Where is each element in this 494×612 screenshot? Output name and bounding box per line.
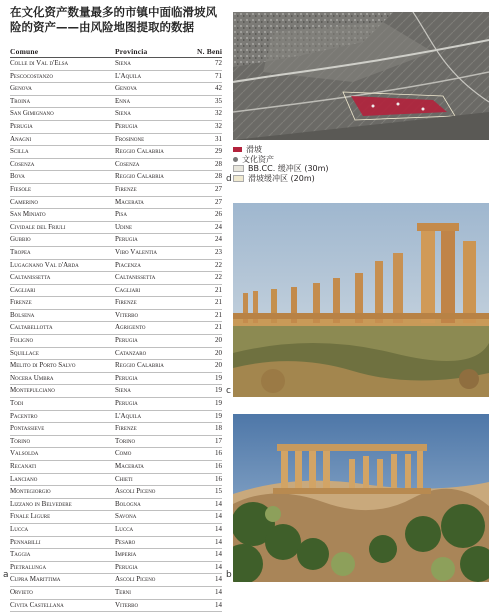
beni-cell: 32 — [215, 109, 222, 118]
provincia-cell: L'Aquila — [115, 71, 142, 80]
table-row — [10, 83, 222, 96]
provincia-cell: Macerata — [115, 462, 144, 470]
table-row — [10, 247, 222, 260]
provincia-cell: Perugia — [115, 373, 138, 382]
comune-cell: Bova — [10, 172, 25, 181]
heritage-table — [10, 46, 222, 612]
beni-cell: 21 — [215, 285, 222, 294]
comune-cell: Firenze — [10, 298, 32, 307]
provincia-cell: Perugia — [115, 121, 138, 130]
comune-cell: Troina — [10, 96, 31, 105]
legend-label-heritage: 文化资产 — [242, 154, 274, 164]
provincia-cell: Terni — [115, 587, 131, 596]
legend-item-heritage — [233, 155, 383, 165]
provincia-cell: Chieti — [115, 474, 133, 483]
table-row — [10, 121, 222, 134]
beni-cell: 21 — [215, 298, 222, 307]
provincia-cell: Como — [115, 449, 132, 458]
comune-cell: Tropea — [10, 247, 31, 256]
beni-cell: 14 — [215, 550, 222, 559]
comune-cell: Valsolda — [10, 449, 39, 458]
comune-cell: Finale Ligure — [10, 512, 51, 521]
comune-cell: Lugagnano Val d'Arda — [10, 260, 79, 269]
comune-cell: Caltabellotta — [10, 323, 53, 332]
beni-cell: 14 — [215, 562, 222, 571]
table-row — [10, 234, 222, 247]
beni-cell: 28 — [215, 172, 222, 181]
table-row — [10, 423, 222, 436]
table-row — [10, 411, 222, 424]
comune-cell: Scilla — [10, 147, 29, 156]
provincia-cell: Piacenza — [115, 260, 141, 269]
beni-cell: 19 — [215, 411, 222, 420]
table-row — [10, 335, 222, 348]
beni-cell: 14 — [215, 575, 222, 584]
beni-cell: 16 — [215, 474, 222, 483]
legend-label-landslide: 滑坡 — [246, 145, 262, 154]
provincia-cell: Firenze — [115, 298, 137, 307]
provincia-cell: Torino — [115, 436, 136, 445]
provincia-cell: Siena — [115, 109, 131, 118]
header-beni: N. Beni — [197, 47, 223, 56]
table-row — [10, 285, 222, 298]
comune-cell: San Gimignano — [10, 109, 54, 118]
table-row — [10, 96, 222, 109]
comune-cell: Pietralunga — [10, 562, 47, 571]
table-row — [10, 260, 222, 273]
legend-item-landslide-buffer — [233, 174, 383, 184]
comune-cell: Cagliari — [10, 285, 36, 294]
temple-ruins-photo-c — [233, 203, 489, 397]
table-row — [10, 486, 222, 499]
landslide-risk-map — [233, 12, 489, 140]
beni-cell: 24 — [215, 235, 222, 244]
comune-cell: Todi — [10, 399, 24, 408]
header-provincia: Provincia — [115, 47, 148, 56]
provincia-cell: Ascoli Piceno — [115, 575, 156, 584]
beni-cell: 20 — [215, 336, 222, 345]
beni-cell: 28 — [215, 159, 222, 168]
beni-cell: 19 — [215, 373, 222, 382]
provincia-cell: Bologna — [115, 499, 141, 508]
table-row — [10, 134, 222, 147]
table-row — [10, 587, 222, 600]
beni-cell: 71 — [215, 71, 222, 80]
comune-cell: Taggia — [10, 550, 31, 559]
comune-cell: Cupra Marittima — [10, 575, 61, 584]
beni-cell: 23 — [215, 247, 222, 256]
table-header — [10, 46, 222, 58]
table-row — [10, 58, 222, 71]
heritage-dot-icon — [233, 157, 238, 162]
beni-cell: 14 — [215, 600, 222, 609]
table-row — [10, 537, 222, 550]
table-row — [10, 398, 222, 411]
table-row — [10, 600, 222, 612]
comune-cell: Perugia — [10, 121, 33, 130]
table-row — [10, 159, 222, 172]
beni-cell: 16 — [215, 462, 222, 470]
provincia-cell: Vibo Valentia — [115, 247, 158, 256]
provincia-cell: Caltanissetta — [115, 273, 156, 282]
figure-title: 在文化资产数量最多的市镇中面临滑坡风险的资产——由风险地图提取的数据 — [10, 5, 217, 34]
landslide-buffer-swatch — [233, 175, 244, 182]
beni-cell: 20 — [215, 348, 222, 357]
beni-cell: 21 — [215, 310, 222, 319]
provincia-cell: Cosenza — [115, 159, 140, 168]
provincia-cell: Perugia — [115, 562, 138, 571]
provincia-cell: Firenze — [115, 424, 137, 433]
table-row — [10, 322, 222, 335]
table-row — [10, 184, 222, 197]
provincia-cell: Siena — [115, 59, 131, 67]
table-row — [10, 448, 222, 461]
provincia-cell: Savona — [115, 512, 137, 521]
table-row — [10, 562, 222, 575]
comune-cell: Orvieto — [10, 587, 33, 596]
comune-cell: Cividale del Friuli — [10, 222, 66, 231]
table-row — [10, 549, 222, 562]
comune-cell: Genova — [10, 84, 32, 93]
beni-cell: 27 — [215, 197, 222, 206]
provincia-cell: Reggio Calabria — [115, 147, 164, 156]
panel-label-c: c — [226, 386, 231, 396]
panel-label-a: a — [3, 570, 9, 580]
comune-cell: Nocera Umbra — [10, 373, 54, 382]
map-legend — [233, 145, 383, 183]
table-row — [10, 146, 222, 159]
beni-cell: 22 — [215, 260, 222, 269]
legend-label-landslide-buffer: 滑坡缓冲区 (20m) — [248, 173, 315, 183]
provincia-cell: Firenze — [115, 184, 137, 193]
beni-cell: 72 — [215, 59, 222, 67]
comune-cell: Pescocostanzo — [10, 71, 53, 80]
provincia-cell: Ascoli Piceno — [115, 487, 156, 496]
comune-cell: Gubbio — [10, 235, 31, 244]
temple-of-juno-photo-b — [233, 414, 489, 582]
table-row — [10, 222, 222, 235]
beni-cell: 26 — [215, 210, 222, 219]
provincia-cell: Viterbo — [115, 310, 139, 319]
table-row — [10, 348, 222, 361]
beni-cell: 14 — [215, 499, 222, 508]
beni-cell: 22 — [215, 273, 222, 282]
comune-cell: Lizzano in Belvedere — [10, 499, 72, 508]
comune-cell: Foligno — [10, 336, 34, 345]
comune-cell: Pennabilli — [10, 537, 41, 546]
table-row — [10, 360, 222, 373]
heritage-buffer-swatch — [233, 165, 244, 172]
comune-cell: Camerino — [10, 197, 39, 206]
table-row — [10, 71, 222, 84]
comune-cell: Lucca — [10, 524, 29, 533]
panel-label-d: d — [226, 174, 232, 184]
table-row — [10, 297, 222, 310]
provincia-cell: Reggio Calabria — [115, 172, 164, 181]
comune-cell: Anagni — [10, 134, 32, 143]
provincia-cell: Viterbo — [115, 600, 139, 609]
provincia-cell: Agrigento — [115, 323, 146, 332]
provincia-cell: Reggio Calabria — [115, 361, 164, 370]
comune-cell: Lanciano — [10, 474, 38, 483]
beni-cell: 18 — [215, 424, 222, 433]
beni-cell: 27 — [215, 184, 222, 193]
comune-cell: Montegiorgio — [10, 487, 51, 496]
table-row — [10, 511, 222, 524]
provincia-cell: Imperia — [115, 550, 137, 559]
provincia-cell: Pesaro — [115, 537, 136, 546]
provincia-cell: Pisa — [115, 210, 127, 219]
legend-label-heritage-buffer: BB.CC. 缓冲区 (30m) — [248, 164, 329, 173]
provincia-cell: Enna — [115, 96, 131, 105]
provincia-cell: Macerata — [115, 197, 144, 206]
comune-cell: Fiesole — [10, 184, 32, 193]
beni-cell: 17 — [215, 436, 222, 445]
beni-cell: 14 — [215, 537, 222, 546]
table-row — [10, 524, 222, 537]
table-row — [10, 436, 222, 449]
comune-cell: Civita Castellana — [10, 600, 64, 609]
table-row — [10, 474, 222, 487]
table-row — [10, 209, 222, 222]
table-row — [10, 272, 222, 285]
table-row — [10, 461, 222, 474]
beni-cell: 14 — [215, 587, 222, 596]
beni-cell: 32 — [215, 121, 222, 130]
comune-cell: Colle di Val d'Elsa — [10, 59, 69, 67]
beni-cell: 24 — [215, 222, 222, 231]
provincia-cell: Catanzaro — [115, 348, 147, 357]
provincia-cell: Frosinone — [115, 134, 145, 143]
beni-cell: 42 — [215, 84, 222, 93]
provincia-cell: Perugia — [115, 399, 138, 408]
comune-cell: Torino — [10, 436, 31, 445]
header-comune: Comune — [10, 47, 39, 56]
beni-cell: 31 — [215, 134, 222, 143]
legend-item-heritage-buffer — [233, 164, 383, 174]
provincia-cell: Perugia — [115, 336, 138, 345]
comune-cell: Cosenza — [10, 159, 35, 168]
beni-cell: 19 — [215, 386, 222, 395]
comune-cell: Squillace — [10, 348, 39, 357]
beni-cell: 35 — [215, 96, 222, 105]
temple-columns-image — [233, 203, 489, 397]
provincia-cell: Perugia — [115, 235, 138, 244]
beni-cell: 14 — [215, 512, 222, 521]
beni-cell: 15 — [215, 487, 222, 496]
provincia-cell: Lucca — [115, 524, 134, 533]
comune-cell: Bolsena — [10, 310, 35, 319]
table-row — [10, 574, 222, 587]
temple-on-hill-image — [233, 414, 489, 582]
provincia-cell: Cagliari — [115, 285, 141, 294]
beni-cell: 20 — [215, 361, 222, 370]
beni-cell: 29 — [215, 147, 222, 156]
table-row — [10, 108, 222, 121]
table-row — [10, 373, 222, 386]
table-body — [10, 58, 222, 612]
table-row — [10, 310, 222, 323]
table-row — [10, 385, 222, 398]
provincia-cell: Udine — [115, 222, 132, 231]
comune-cell: Caltanissetta — [10, 273, 51, 282]
comune-cell: Pontassieve — [10, 424, 45, 433]
aerial-map-image — [233, 12, 489, 140]
beni-cell: 14 — [215, 524, 222, 533]
panel-label-b: b — [226, 570, 232, 580]
comune-cell: Recanati — [10, 462, 37, 470]
table-row — [10, 197, 222, 210]
landslide-swatch — [233, 147, 242, 152]
beni-cell: 19 — [215, 399, 222, 408]
table-row — [10, 499, 222, 512]
comune-cell: San Miniato — [10, 210, 46, 219]
comune-cell: Montepulciano — [10, 386, 55, 395]
provincia-cell: L'Aquila — [115, 411, 142, 420]
beni-cell: 21 — [215, 323, 222, 332]
provincia-cell: Genova — [115, 84, 137, 93]
table-row — [10, 171, 222, 184]
legend-item-landslide — [233, 145, 383, 155]
beni-cell: 16 — [215, 449, 222, 458]
provincia-cell: Siena — [115, 386, 131, 395]
comune-cell: Melito di Porto Salvo — [10, 361, 76, 370]
comune-cell: Pacentro — [10, 411, 38, 420]
